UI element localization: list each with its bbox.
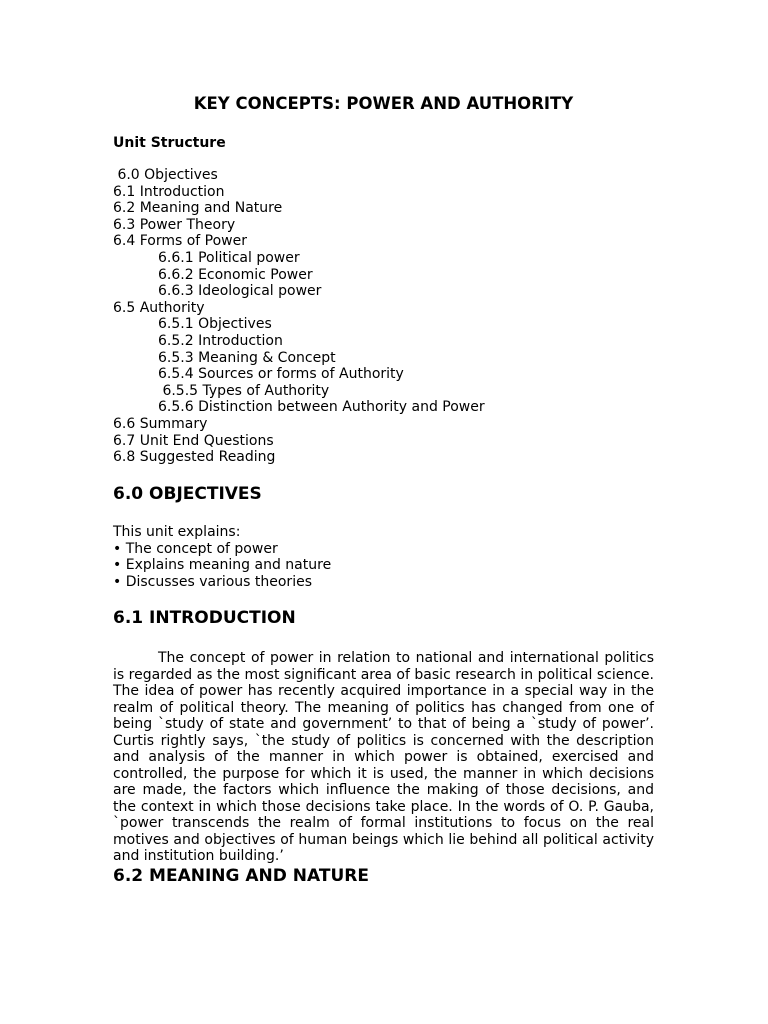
meaning-heading: 6.2 MEANING AND NATURE	[113, 866, 369, 886]
toc-subitem: 6.5.3 Meaning & Concept	[158, 349, 336, 366]
toc-item: 6.0 Objectives	[113, 167, 218, 183]
introduction-heading: 6.1 INTRODUCTION	[113, 608, 296, 628]
objectives-intro: This unit explains:	[113, 524, 241, 540]
table-of-contents	[113, 167, 485, 466]
document-title: KEY CONCEPTS: POWER AND AUTHORITY	[193, 94, 574, 113]
objectives-heading: 6.0 OBJECTIVES	[113, 484, 262, 504]
toc-item: 6.4 Forms of Power	[113, 233, 247, 250]
toc-subitem: 6.5.2 Introduction	[158, 332, 283, 349]
unit-structure-heading: Unit Structure	[113, 135, 226, 151]
objectives-list	[113, 541, 331, 591]
toc-subitem: 6.5.4 Sources or forms of Authority	[158, 366, 404, 383]
toc-item: 6.7 Unit End Questions	[113, 432, 274, 449]
toc-subitem: 6.5.5 Types of Authority	[158, 382, 330, 399]
objective-bullet: • The concept of power	[113, 541, 331, 558]
toc-item: 6.5 Authority	[113, 299, 205, 316]
toc-item: 6.1 Introduction	[113, 183, 225, 200]
introduction-paragraph: The concept of power in relation to national and international politics is regarded as the most significant area of basic research in political science. The idea of power has recently acquired importance in a special way in the realm of political theory. The meaning of politics has changed from one of being `study of state and government’ to that of being a `study of power’. Curtis rightly says, `the study of politics is concerned with the description and analysis of the manner in which power is obtained, exercised and controlled, the purpose for which it is used, the manner in which decisions are made, the factors which influence the making of those decisions, and the context in which those decisions take place. In the words of O. P. Gauba, `power transcends the realm of formal institutions to focus on the real motives and objectives of human beings which lie behind all political activity and institution building.’	[113, 650, 654, 864]
toc-subitem: 6.6.2 Economic Power	[158, 266, 313, 283]
toc-subitem: 6.5.6 Distinction between Authority and Power	[158, 399, 485, 416]
objective-bullet: • Explains meaning and nature	[113, 557, 331, 574]
toc-subitem: 6.5.1 Objectives	[158, 316, 272, 333]
toc-subitem: 6.6.1 Political power	[158, 249, 300, 266]
toc-item: 6.6 Summary	[113, 415, 208, 432]
toc-item: 6.8 Suggested Reading	[113, 449, 276, 466]
objectives-section	[113, 524, 331, 590]
toc-item: 6.3 Power Theory	[113, 216, 236, 233]
objective-bullet: • Discusses various theories	[113, 574, 331, 591]
toc-subitem: 6.6.3 Ideological power	[158, 283, 322, 300]
toc-item: 6.2 Meaning and Nature	[113, 200, 283, 217]
